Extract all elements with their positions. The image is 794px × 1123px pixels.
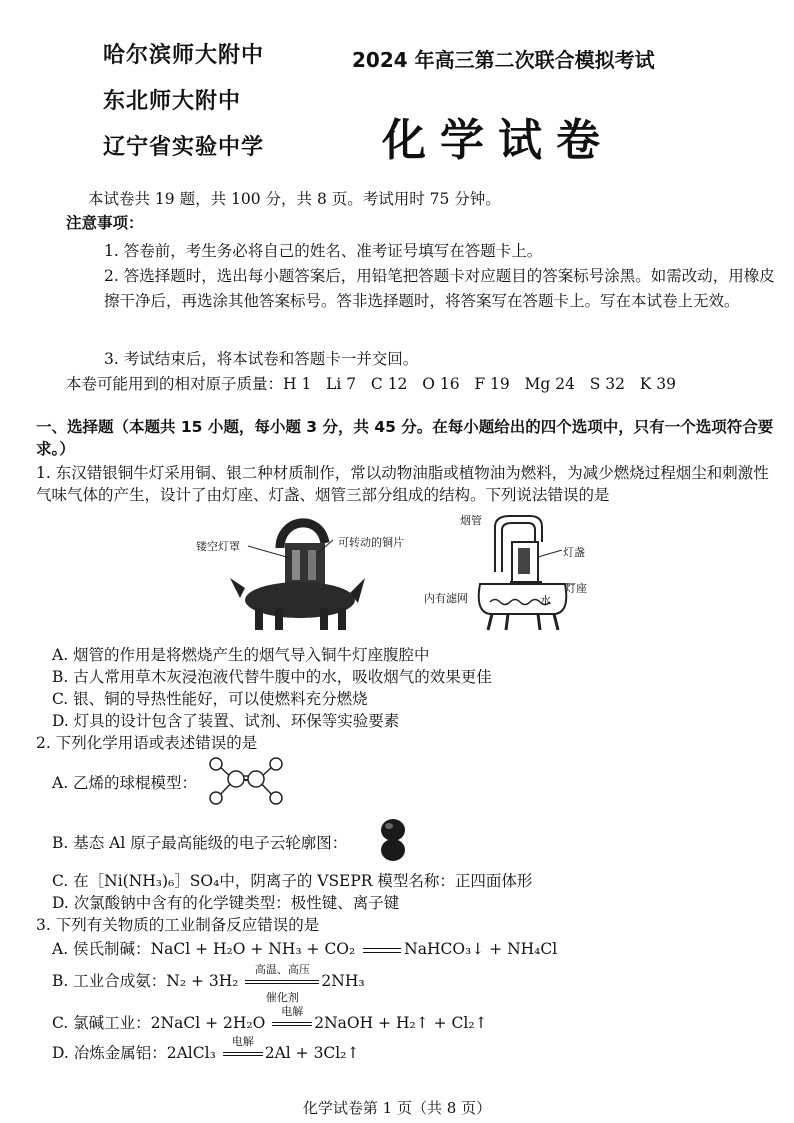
notes-heading: 注意事项： bbox=[66, 214, 144, 232]
school-name-1: 哈尔滨师大附中 bbox=[103, 43, 265, 68]
label-lamp-bowl: 灯盏 bbox=[563, 546, 585, 559]
label-lampshade: 镂空灯罩 bbox=[196, 540, 240, 553]
question-2-stem: 2. 下列化学用语或表述错误的是 bbox=[36, 734, 258, 752]
q1-option-d: D. 灯具的设计包含了装置、试剂、环保等实验要素 bbox=[52, 712, 400, 730]
q3-option-c bbox=[52, 1005, 488, 1035]
ox-lamp-diagram bbox=[470, 512, 580, 632]
q3-option-d bbox=[52, 1035, 360, 1065]
section-heading: 一、选择题（本题共 15 小题，每小题 3 分，共 45 分。在每小题给出的四个选项中，只有一个选项符合要求。） bbox=[36, 418, 774, 458]
ox-lamp-photo bbox=[190, 508, 430, 638]
q3-b-cond-top: 高温、高压 bbox=[254, 963, 310, 976]
q3-a-prefix: A. 侯氏制碱： bbox=[52, 940, 151, 958]
q3-d-cond-top: 电解 bbox=[231, 1035, 254, 1048]
q3-b-rhs: 2NH₃ bbox=[321, 972, 365, 990]
q2-option-b: B. 基态 Al 原子最高能级的电子云轮廓图： bbox=[52, 834, 348, 852]
exam-summary: 本试卷共 19 题，共 100 分，共 8 页。考试用时 75 分钟。 bbox=[88, 190, 501, 208]
q3-b-cond-bottom: 催化剂 bbox=[265, 991, 299, 1004]
q3-b-prefix: B. 工业合成氨： bbox=[52, 972, 167, 990]
q3-b-arrow bbox=[243, 963, 321, 1004]
q2-option-a: A. 乙烯的球棍模型： bbox=[52, 774, 198, 792]
school-name-3: 辽宁省实验中学 bbox=[103, 135, 265, 160]
subject-title: 化学试卷 bbox=[382, 115, 614, 166]
q3-c-rhs: 2NaOH + H₂↑ + Cl₂↑ bbox=[314, 1014, 488, 1032]
q3-d-rhs: 2Al + 3Cl₂↑ bbox=[264, 1044, 360, 1062]
label-water: 水 bbox=[540, 594, 551, 607]
q1-option-c: C. 银、铜的导热性能好，可以使燃料充分燃烧 bbox=[52, 690, 368, 708]
q1-option-b: B. 古人常用草木灰浸泡液代替牛腹中的水，吸收烟气的效果更佳 bbox=[52, 668, 492, 686]
atomic-masses: 本卷可能用到的相对原子质量：H 1 Li 7 C 12 O 16 F 19 Mg 24 S 32 K 39 bbox=[66, 375, 677, 393]
school-name-2: 东北师大附中 bbox=[103, 89, 242, 114]
label-pipe: 烟管 bbox=[460, 514, 482, 527]
q3-a-lhs: NaCl + H₂O + NH₃ + CO₂ bbox=[150, 940, 356, 958]
note-3: 3. 考试结束后，将本试卷和答题卡一并交回。 bbox=[104, 350, 419, 368]
q3-c-cond-top: 电解 bbox=[281, 1005, 304, 1018]
q3-option-a bbox=[52, 938, 557, 960]
q3-a-rhs: NaHCO₃↓ + NH₄Cl bbox=[404, 940, 558, 958]
p-orbital-diagram bbox=[378, 818, 408, 862]
q3-c-prefix: C. 氯碱工业： bbox=[52, 1014, 151, 1032]
question-1-stem: 1. 东汉错银铜牛灯采用铜、银二种材质制作，常以动物油脂或植物油为燃料，为减少燃烧过程烟尘和刺激性气味气体的产生，设计了由灯座、灯盏、烟管三部分组成的结构。下列说法错误的是 bbox=[36, 464, 769, 504]
note-1: 1. 答卷前，考生务必将自己的姓名、准考证号填写在答题卡上。 bbox=[104, 242, 543, 260]
question-3-stem: 3. 下列有关物质的工业制备反应错误的是 bbox=[36, 916, 320, 934]
q2-option-c: C. 在［Ni(NH₃)₆］SO₄中，阴离子的 VSEPR 模型名称：正四面体形 bbox=[52, 872, 533, 890]
q2-option-d: D. 次氯酸钠中含有的化学键类型：极性键、离子键 bbox=[52, 894, 400, 912]
ethylene-ball-stick-model bbox=[206, 755, 286, 807]
q3-b-lhs: N₂ + 3H₂ bbox=[166, 972, 239, 990]
page-footer: 化学试卷第 1 页（共 8 页） bbox=[302, 1099, 492, 1117]
label-rotating-copper: 可转动的铜片 bbox=[338, 536, 404, 549]
exam-title: 2024 年高三第二次联合模拟考试 bbox=[352, 48, 655, 72]
q3-a-equals bbox=[363, 948, 401, 953]
q3-c-arrow bbox=[270, 1005, 314, 1035]
q3-d-lhs: 2AlCl₃ bbox=[166, 1044, 216, 1062]
note-2: 2. 答选择题时，选出每小题答案后，用铅笔把答题卡对应题目的答案标号涂黑。如需改动，用橡皮擦干净后，再选涂其他答案标号。答非选择题时，将答案写在答题卡上。写在本试卷上无效。 bbox=[104, 267, 775, 310]
q3-d-prefix: D. 冶炼金属铝： bbox=[52, 1044, 167, 1062]
q3-d-arrow bbox=[221, 1035, 265, 1065]
label-lamp-base: 灯座 bbox=[565, 582, 587, 595]
q3-option-b bbox=[52, 963, 365, 1004]
q1-option-a: A. 烟管的作用是将燃烧产生的烟气导入铜牛灯座腹腔中 bbox=[52, 646, 430, 664]
label-filter: 内有滤网 bbox=[424, 592, 468, 605]
q3-c-lhs: 2NaCl + 2H₂O bbox=[150, 1014, 266, 1032]
